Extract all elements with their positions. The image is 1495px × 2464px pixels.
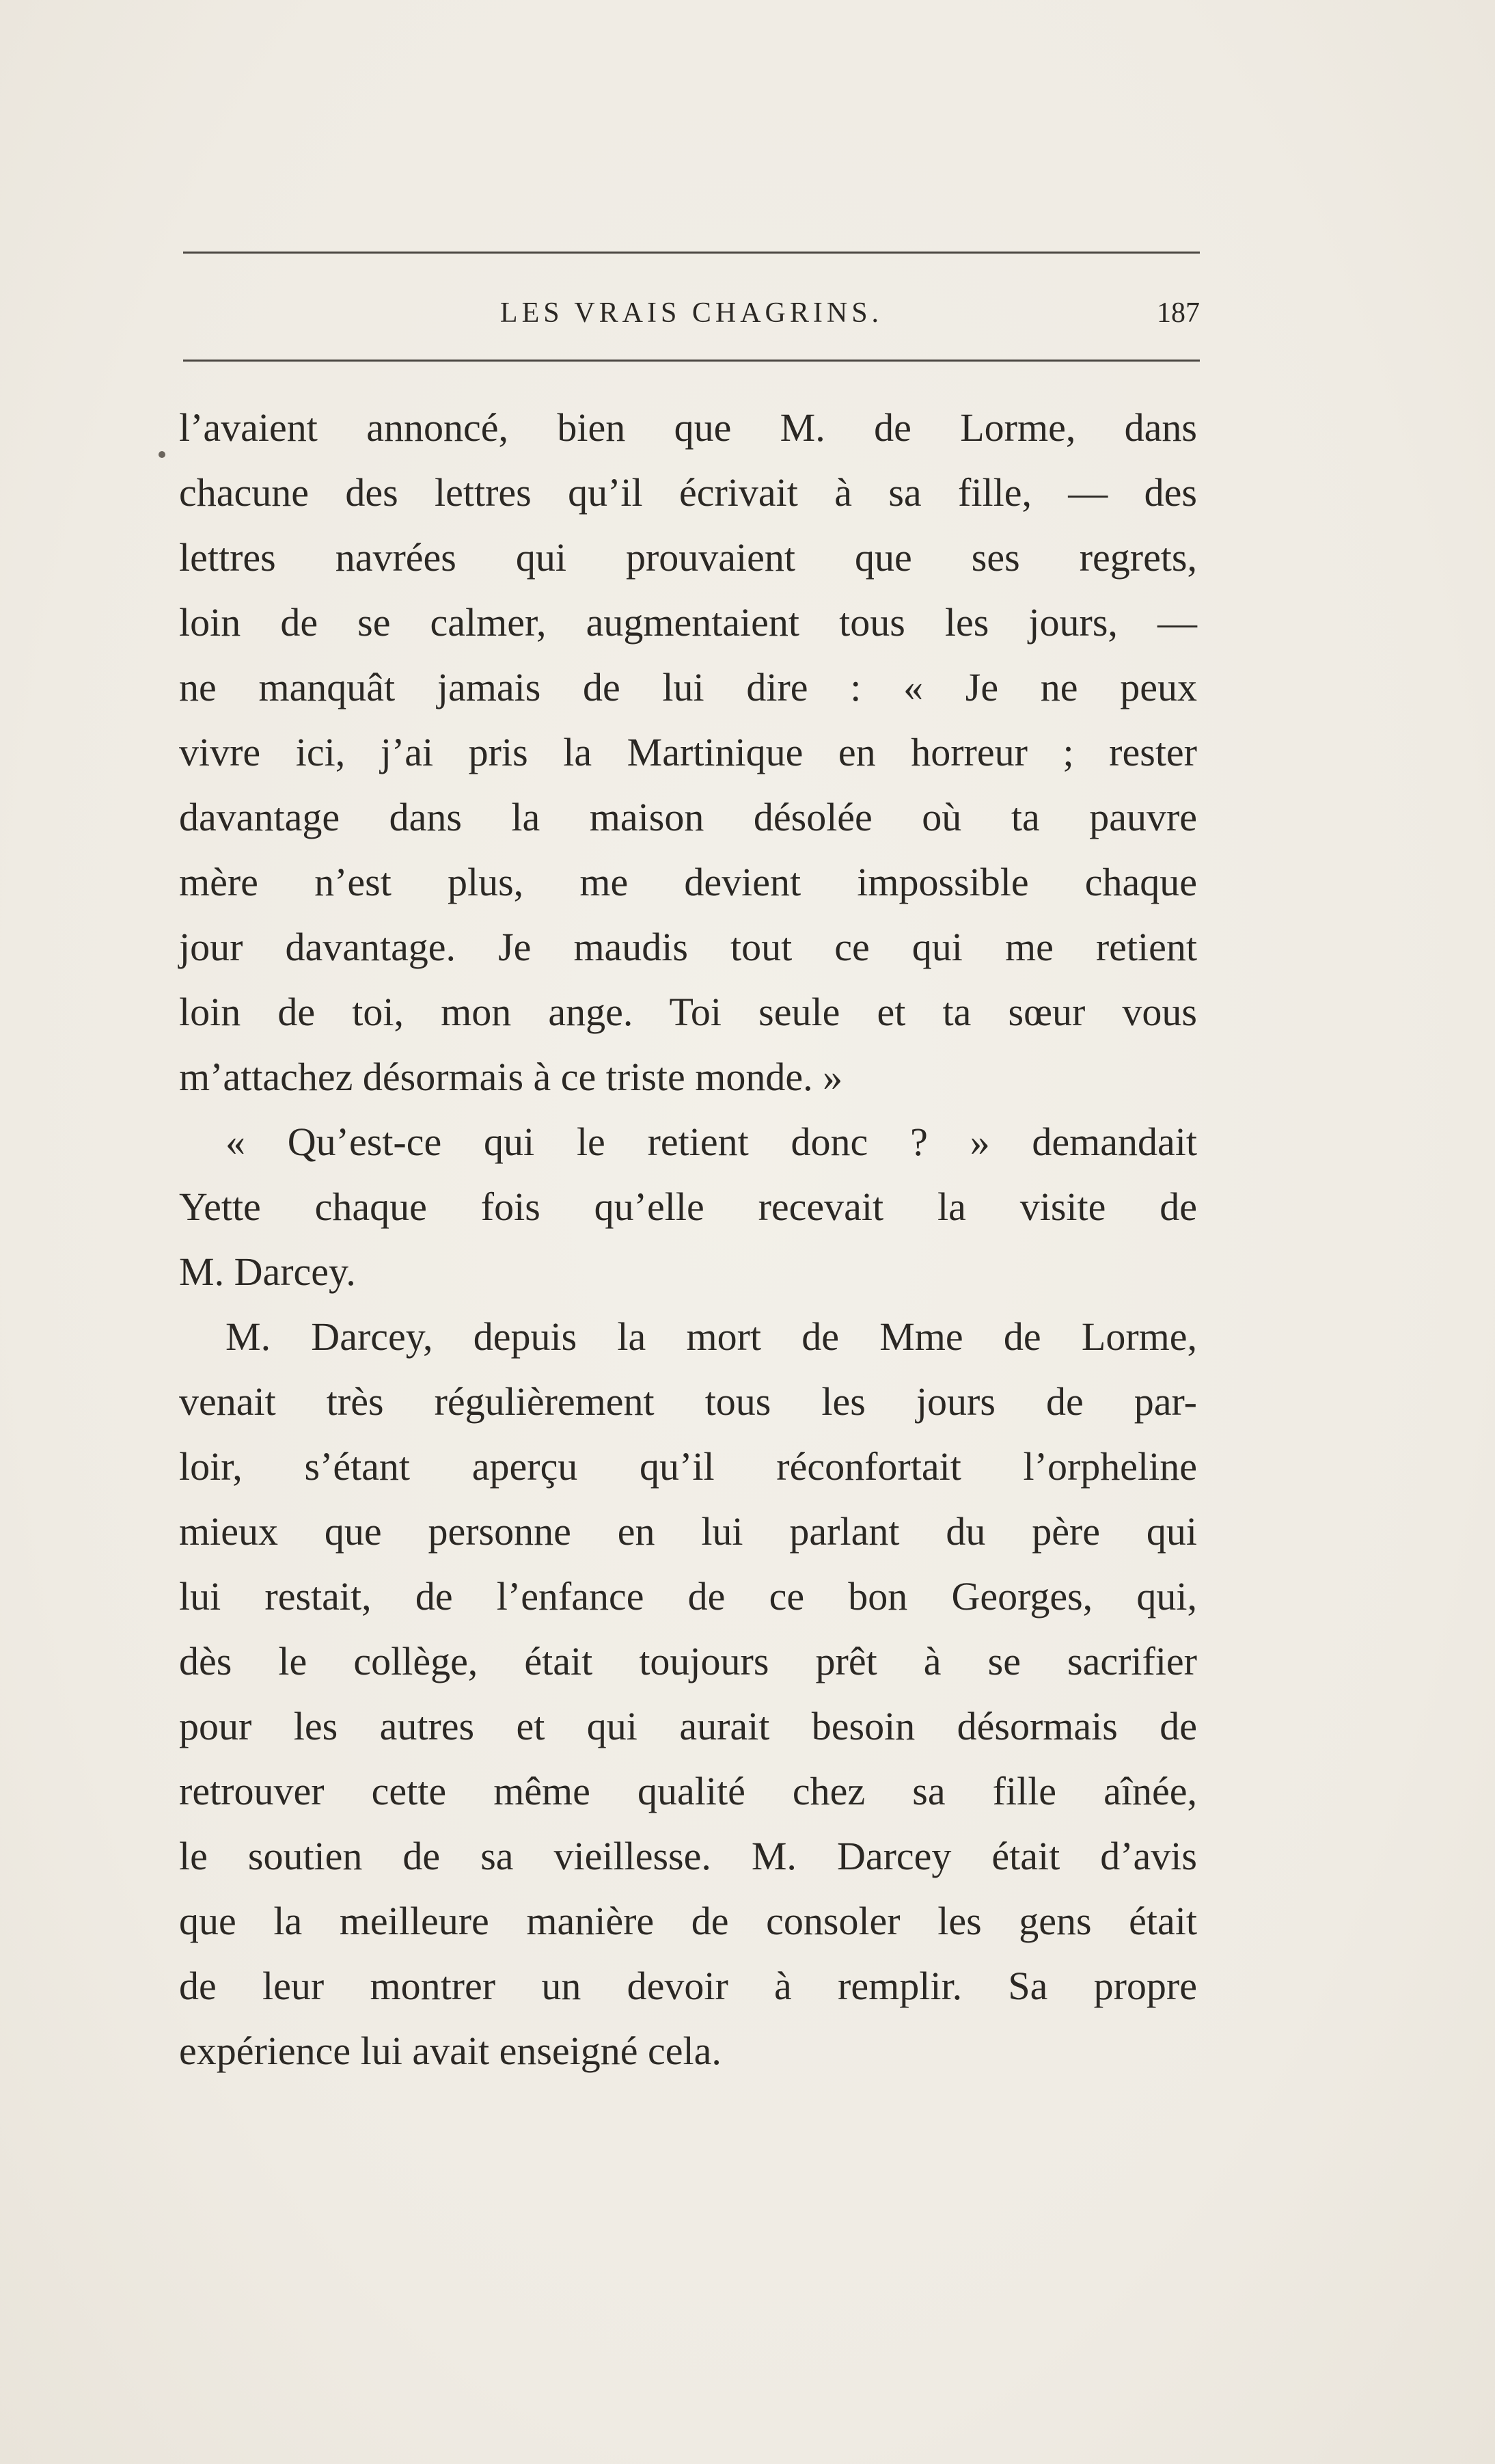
text-line: que la meilleure manière de consoler les gens était	[179, 1899, 1197, 1943]
page-number: 187	[1157, 297, 1200, 329]
text-line: chacune des lettres qu’il écrivait à sa fille, — des	[179, 470, 1197, 515]
header-rule-bottom	[183, 360, 1200, 362]
text-line: vivre ici, j’ai pris la Martinique en horreur ; rester	[179, 730, 1197, 774]
text-line: loin de se calmer, augmentaient tous les jours, —	[179, 600, 1197, 645]
text-line: Yette chaque fois qu’elle recevait la visite de	[179, 1184, 1197, 1229]
running-title: LES VRAIS CHAGRINS.	[499, 297, 883, 329]
text-line: mère n’est plus, me devient impossible chaque	[179, 860, 1197, 904]
text-line: le soutien de sa vieillesse. M. Darcey était d’avis	[179, 1834, 1197, 1878]
text-line: expérience lui avait enseigné cela.	[179, 2029, 722, 2073]
text-line: jour davantage. Je maudis tout ce qui me retient	[179, 925, 1197, 969]
text-line: M. Darcey.	[179, 1249, 356, 1294]
text-line: retrouver cette même qualité chez sa fille aînée,	[179, 1769, 1197, 1813]
text-line: davantage dans la maison désolée où ta pauvre	[179, 795, 1197, 839]
text-line: loir, s’étant aperçu qu’il réconfortait l’orpheline	[179, 1444, 1197, 1489]
text-line: lui restait, de l’enfance de ce bon Georges, qui,	[179, 1574, 1197, 1619]
text-line: m’attachez désormais à ce triste monde. »	[179, 1055, 843, 1099]
text-line: de leur montrer un devoir à remplir. Sa propre	[179, 1964, 1197, 2008]
text-line: loin de toi, mon ange. Toi seule et ta sœur vous	[179, 990, 1197, 1034]
body-text	[179, 395, 1197, 2083]
ink-speck	[159, 451, 165, 458]
text-line: venait très régulièrement tous les jours de par-	[179, 1379, 1197, 1424]
text-line: mieux que personne en lui parlant du père qui	[179, 1509, 1197, 1554]
text-line: « Qu’est-ce qui le retient donc ? » demandait	[225, 1120, 1197, 1164]
text-line: ne manquât jamais de lui dire : « Je ne peux	[179, 665, 1197, 709]
header-rule-top	[183, 252, 1200, 254]
text-line: dès le collège, était toujours prêt à se sacrifier	[179, 1639, 1197, 1683]
text-line: M. Darcey, depuis la mort de Mme de Lorme,	[225, 1314, 1197, 1359]
text-line: pour les autres et qui aurait besoin désormais de	[179, 1704, 1197, 1748]
text-line: l’avaient annoncé, bien que M. de Lorme, dans	[179, 405, 1197, 450]
text-line: lettres navrées qui prouvaient que ses regrets,	[179, 535, 1197, 580]
